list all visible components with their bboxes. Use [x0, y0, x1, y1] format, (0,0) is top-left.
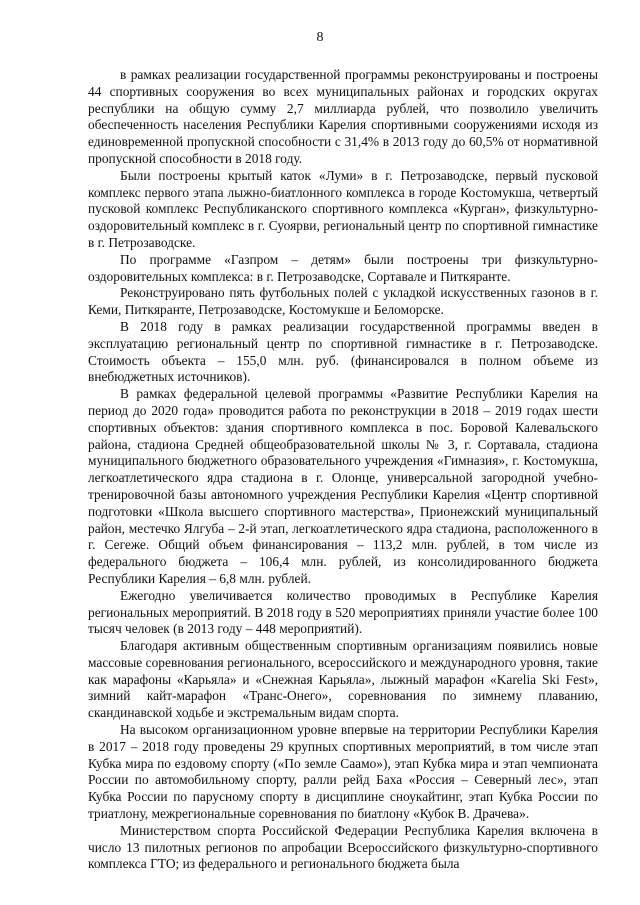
- paragraph-sports-facilities-program: в рамках реализации государственной программы реконструированы и построены 44 спортивных сооружения во всех муниципальных районах и городских округах республики на общую сумму 2,7 миллиарда рублей, что позволило увеличить обеспеченность населения Республики Карелия спортивными сооружениями исходя из единовременной пропускной способности с 31,4% в 2013 году до 60,5% от нормативной пропускной способности в 2018 году.: [88, 67, 598, 166]
- paragraph-gymnastics-center: В 2018 году в рамках реализации государственной программы введен в эксплуатацию региональный центр по спортивной гимнастике в г. Петрозаводске. Стоимость объекта – 155,0 млн. руб. (финансировался в полном объеме из внебюджетных источников).: [88, 318, 598, 385]
- page-number: 8: [316, 30, 324, 45]
- paragraph-regional-events: Ежегодно увеличивается количество проводимых в Республике Карелия региональных мероприятий. В 2018 году в 520 мероприятиях приняли участие более 100 тысяч человек (в 2013 году – 448 мероприятий).: [88, 587, 598, 637]
- paragraph-gto-pilot: Министерством спорта Российской Федерации Республика Карелия включена в число 13 пилотных регионов по апробации Всероссийского физкультурно-спортивного комплекса ГТО; из федерального и регионального бюджета была: [88, 822, 598, 872]
- paragraph-built-facilities: Были построены крытый каток «Луми» в г. Петрозаводске, первый пусковой комплекс первого этапа лыжно-биатлонного комплекса в городе Костомукша, четвертый пусковой комплекс Республиканского спортивного комплекса «Курган», физкультурно-оздоровительный комплекс в г. Суоярви, региональный центр по спортивной гимнастике в г. Петрозаводске.: [88, 167, 598, 250]
- document-body: [88, 67, 598, 873]
- paragraph-major-events: На высоком организационном уровне впервые на территории Республики Карелия в 2017 – 2018 году проведены 29 крупных спортивных мероприятий, в том числе этап Кубка мира по ездовому спорту («По земле Саамо»), этап Кубка мира и этап чемпионата России по автомобильному спорту, ралли рейд Баха «Россия – Северный лес», этап Кубка России по парусному спорту в дисциплине сноукайтинг, этап Кубка России по триатлону, межрегиональные соревнования по биатлону «Кубок В. Драчева».: [88, 722, 598, 822]
- paragraph-mass-competitions: Благодаря активным общественным спортивным организациям появились новые массовые соревнования регионального, всероссийского и международного уровня, такие как марафоны «Карьяла» и «Снежная Карьяла», лыжный марафон «Karelia Ski Fest», зимний кайт-марафон «Транс-Онего», соревнования по зимнему плаванию, скандинавской ходьбе и экстремальным видам спорта.: [88, 638, 598, 721]
- paragraph-football-fields: Реконструировано пять футбольных полей с укладкой искусственных газонов в г. Кеми, Питкяранте, Петрозаводске, Костомукше и Беломорске.: [88, 285, 598, 318]
- paragraph-gazprom-program: По программе «Газпром – детям» были построены три физкультурно-оздоровительных комплекса: в г. Петрозаводске, Сортавале и Питкяранте.: [88, 251, 598, 284]
- paragraph-federal-program: В рамках федеральной целевой программы «Развитие Республики Карелия на период до 2020 года» проводится работа по реконструкции в 2018 – 2019 годах шести спортивных объектов: здания спортивного комплекса в пос. Боровой Калевальского района, стадиона Средней общеобразовательной школы № 3, г. Сортавала, стадиона муниципального бюджетного образовательного учреждения «Гимназия», г. Костомукша, легкоатлетического ядра стадиона в г. Олонце, универсальной загородной учебно-тренировочной базы автономного учреждения Республики Карелия «Центр спортивной подготовки «Школа высшего спортивного мастерства», Прионежский муниципальный район, местечко Ялгуба – 2-й этап, легкоатлетического ядра стадиона, расположенного в г. Сегеже. Общий объем финансирования – 113,2 млн. рублей, в том числе из федерального бюджета – 106,4 млн. рублей, из консолидированного бюджета Республики Карелия – 6,8 млн. рублей.: [88, 386, 598, 586]
